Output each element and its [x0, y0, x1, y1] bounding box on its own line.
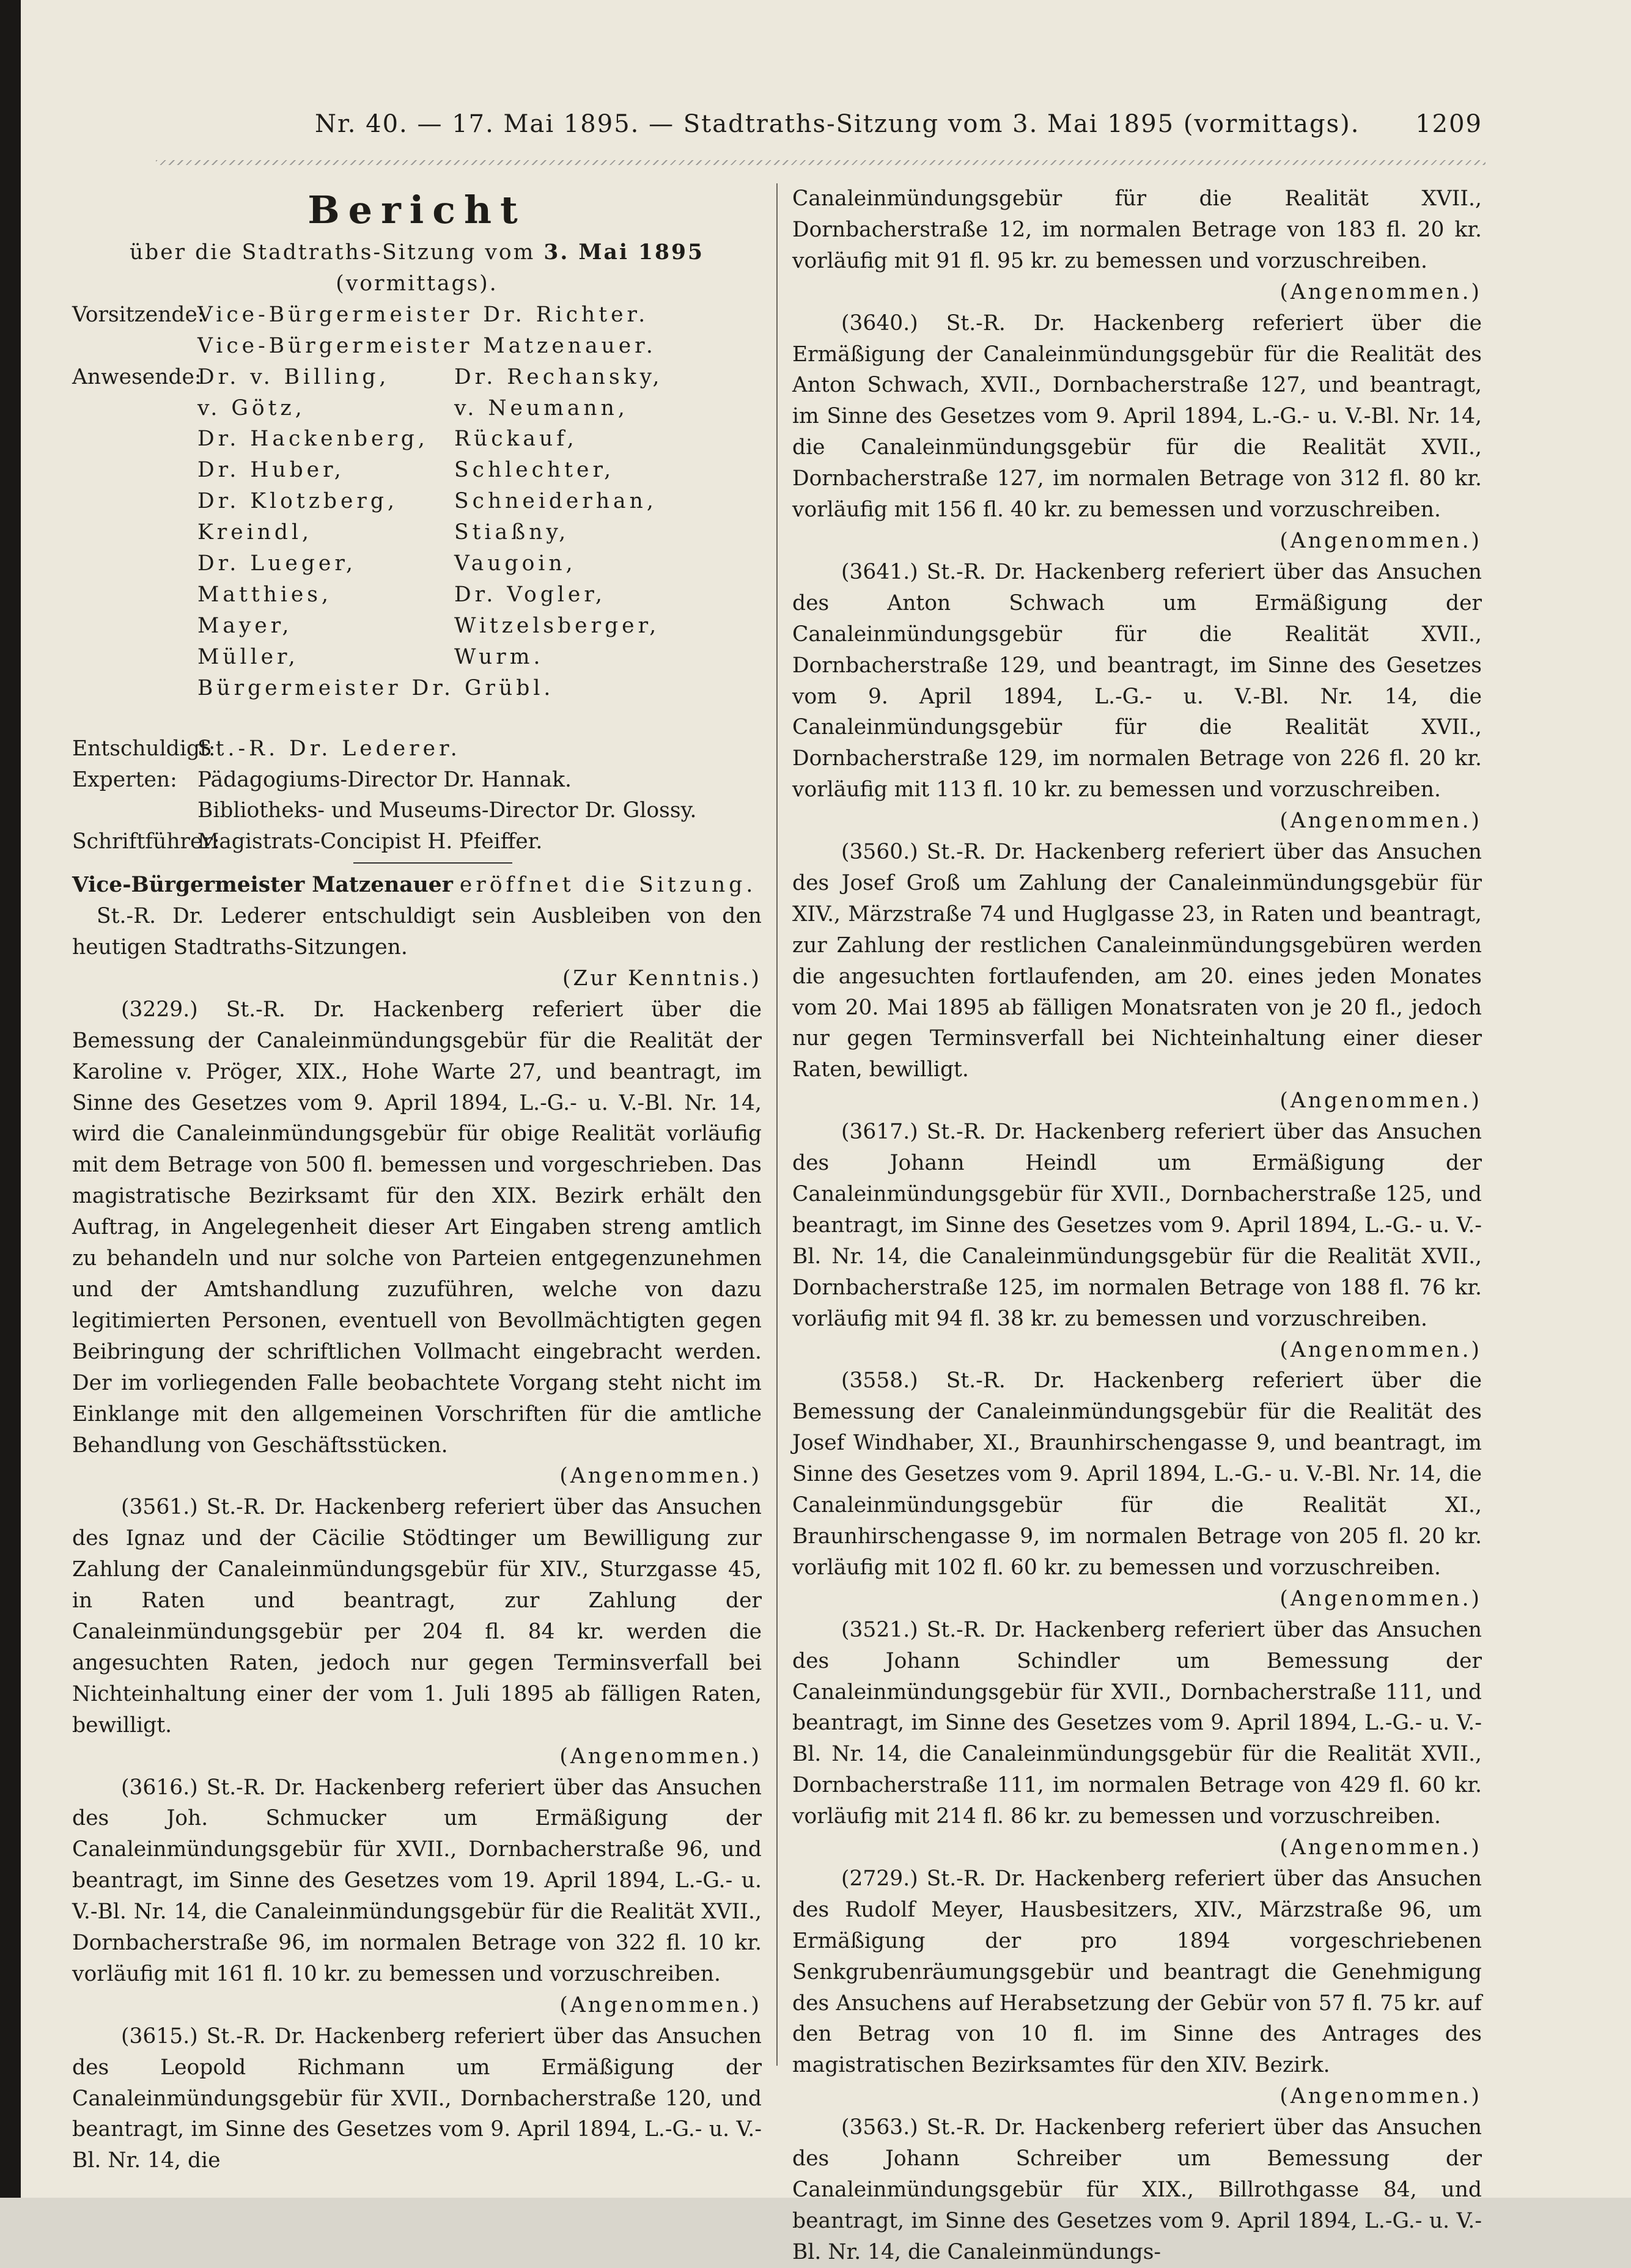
attendance-list — [72, 362, 762, 673]
present-left: Dr. Klotzberg, — [197, 489, 398, 514]
present-left: Müller, — [197, 644, 299, 669]
agenda-item: (3616.) St.-R. Dr. Hackenberg referiert über das Ansuchen des Joh. Schmucker um Ermäßigung der Canaleinmündungsgebür für XVII., Dornbacherstraße 96, und beantragt, im Sinne des Gesetzes vom 19. April 1894, L.-G.- u. V.-Bl. Nr. 14, die Canaleinmündungsgebür für die Realität XVII., Dornbacherstraße 96, im normalen Betrage von 322 fl. 10 kr. vorläufig mit 161 fl. 10 kr. zu bemessen und vorzuschreiben. — [72, 1775, 762, 1986]
experts-row-1 — [72, 765, 762, 796]
running-title: Nr. 40. — 17. Mai 1895. — Stadtraths-Sitzung vom 3. Mai 1895 (vormittags). — [315, 110, 1360, 138]
agenda-item: (3615.) St.-R. Dr. Hackenberg referiert über das Ansuchen des Leopold Richmann um Ermäßigung der Canaleinmündungsgebür für XVII., Dornbacherstraße 120, und beantragt, im Sinne des Gesetzes vom 9. April 1894, L.-G.- u. V.-Bl. Nr. 14, die — [72, 2024, 762, 2173]
agenda-verdict: (Angenommen.) — [1279, 279, 1482, 304]
opening-rest: eröffnet die Sitzung. — [459, 873, 757, 898]
agenda-item: (3561.) St.-R. Dr. Hackenberg referiert über das Ansuchen des Ignaz und der Cäcilie Stödtinger um Bewilligung zur Zahlung der Canaleinmündungsgebür für XIV., Sturzgasse 45, in Raten und beantragt, zur Zahlung der Canaleinmündungsgebür per 204 fl. 84 kr. werden die angesuchten Raten, jedoch nur gegen Terminsverfall bei Nichteinhaltung einer der vom 1. Juli 1895 ab fälligen Raten, bewilligt. — [72, 1495, 762, 1738]
agenda-item: (3563.) St.-R. Dr. Hackenberg referiert über das Ansuchen des Johann Schreiber um Bemessung der Canaleinmündungsgebür für XIX., Billrothgasse 84, und beantragt, im Sinne des Gesetzes vom 9. April 1894, L.-G.- u. V.-Bl. Nr. 14, die Canaleinmündungs- — [792, 2115, 1482, 2264]
page-number: 1209 — [1415, 110, 1482, 138]
agenda-verdict: (Angenommen.) — [1279, 1586, 1482, 1611]
agenda-verdict: (Angenommen.) — [559, 1992, 762, 2017]
present-left: v. Götz, — [197, 395, 306, 420]
excused: St.-R. Dr. Lederer. — [197, 736, 461, 761]
agenda-item: (3640.) St.-R. Dr. Hackenberg referiert über die Ermäßigung der Canaleinmündungsgebür für die Realität des Anton Schwach, XVII., Dornbacherstraße 127, und beantragt, im Sinne des Gesetzes vom 9. April 1894, L.-G.- u. V.-Bl. Nr. 14, die Canaleinmündungsgebür für die Realität XVII., Dornbacherstraße 127, im normalen Betrage von 312 fl. 80 kr. vorläufig mit 156 fl. 40 kr. zu bemessen und vorzuschreiben. — [792, 310, 1482, 523]
present-right: Schneiderhan, — [454, 489, 657, 514]
chairs-label: Vorsitzende: — [72, 302, 205, 327]
agenda-verdict: (Angenommen.) — [1279, 528, 1482, 553]
agenda-verdict: (Angenommen.) — [1279, 1088, 1482, 1114]
present-right: Dr. Rechansky, — [454, 364, 663, 389]
mayor-row — [72, 673, 762, 704]
chair-2: Vice-Bürgermeister Matzenauer. — [197, 333, 657, 358]
present-label: Anwesende: — [72, 364, 202, 389]
agenda-item: (2729.) St.-R. Dr. Hackenberg referiert über das Ansuchen des Rudolf Meyer, Hausbesitzers, XIV., Märzstraße 96, um Ermäßigung der pro 1894 vorgeschriebenen Senkgrubenräumungsgebür und beantragt die Genehmigung des Ansuchens auf Herabsetzung der Gebür von 57 fl. 75 kr. auf den Betrag von 10 fl. im Sinne des Antrages des magistratischen Bezirksamtes für den XIV. Bezirk. — [792, 1866, 1482, 2078]
right-column — [792, 183, 1482, 2268]
present-right: Witzelsberger, — [454, 613, 660, 638]
chair-1: Vice-Bürgermeister Dr. Richter. — [197, 302, 649, 327]
agenda-item: (3521.) St.-R. Dr. Hackenberg referiert über das Ansuchen des Johann Schindler um Bemessung der Canaleinmündungsgebür für XVII., Dornbacherstraße 111, und beantragt, im Sinne des Gesetzes vom 9. April 1894, L.-G.- u. V.-Bl. Nr. 14, die Canaleinmündungsgebür für die Realität XVII., Dornbacherstraße 111, im normalen Betrage von 429 fl. 60 kr. vorläufig mit 214 fl. 86 kr. zu bemessen und vorzuschreiben. — [792, 1617, 1482, 1829]
running-header — [156, 110, 1482, 147]
excuse-verdict: (Zur Kenntnis.) — [562, 966, 762, 991]
excused-label: Entschuldigt: — [72, 736, 216, 761]
present-right: Vaugoin, — [454, 551, 576, 576]
present-left: Kreindl, — [197, 520, 313, 545]
excused-row — [72, 733, 762, 765]
secretary-label: Schriftführer: — [72, 829, 220, 854]
present-right: Wurm. — [454, 644, 544, 669]
secretary: Magistrats-Concipist H. Pfeiffer. — [197, 829, 543, 854]
left-column — [72, 183, 762, 2176]
present-left: Mayer, — [197, 613, 293, 638]
header-divider — [156, 160, 1486, 165]
present-left: Dr. Lueger, — [197, 551, 357, 576]
subtitle-time: (vormittags). — [336, 271, 498, 296]
opening-line — [72, 870, 762, 901]
agenda-verdict: (Angenommen.) — [1279, 1835, 1482, 1860]
present-right: Stiaßny, — [454, 520, 570, 545]
present-left: Dr. v. Billing, — [197, 364, 390, 389]
agenda-item: Canaleinmündungsgebür für die Realität XVII., Dornbacherstraße 12, im normalen Betrage von 183 fl. 20 kr. vorläufig mit 91 fl. 95 kr. zu bemessen und vorzuschreiben. — [792, 186, 1482, 273]
secretary-row — [72, 826, 762, 857]
opening-name: Vice-Bürgermeister Matzenauer — [72, 873, 453, 898]
subtitle-prefix: über die Stadtraths-Sitzung vom — [129, 240, 536, 265]
column-divider — [776, 183, 778, 2066]
agenda-item: (3558.) St.-R. Dr. Hackenberg referiert über die Bemessung der Canaleinmündungsgebür für die Realität des Josef Windhaber, XI., Braunhirschengasse 9, und beantragt, im Sinne des Gesetzes vom 9. April 1894, L.-G.- u. V.-Bl. Nr. 14, die Canaleinmündungsgebür für die Realität XI., Braunhirschengasse 9, im normalen Betrage von 205 fl. 20 kr. vorläufig mit 102 fl. 60 kr. zu bemessen und vorzuschreiben. — [792, 1368, 1482, 1580]
present-left: Dr. Huber, — [197, 458, 345, 483]
section-rule — [353, 862, 512, 864]
chairs-row-2 — [72, 331, 762, 362]
expert-2: Bibliotheks- und Museums-Director Dr. Glossy. — [197, 798, 697, 823]
agenda-verdict: (Angenommen.) — [1279, 809, 1482, 834]
present-right: v. Neumann, — [454, 395, 628, 420]
report-title: Bericht — [307, 188, 526, 232]
present-right: Dr. Vogler, — [454, 582, 606, 607]
agenda-item: (3617.) St.-R. Dr. Hackenberg referiert über das Ansuchen des Johann Heindl um Ermäßigung der Canaleinmündungsgebür für XVII., Dornbacherstraße 125, und beantragt, im Sinne des Gesetzes vom 9. April 1894, L.-G.- u. V.-Bl. Nr. 14, die Canaleinmündungsgebür für die Realität XVII., Dornbacherstraße 125, im normalen Betrage von 188 fl. 76 kr. vorläufig mit 94 fl. 38 kr. zu bemessen und vorzuschreiben. — [792, 1120, 1482, 1331]
subtitle-date: 3. Mai 1895 — [543, 240, 705, 265]
present-right: Rückauf, — [454, 427, 578, 452]
agenda-verdict: (Angenommen.) — [1279, 1337, 1482, 1362]
agenda-item: (3641.) St.-R. Dr. Hackenberg referiert über das Ansuchen des Anton Schwach um Ermäßigung der Canaleinmündungsgebür für die Realität XVII., Dornbacherstraße 129, und beantragt, im Sinne des Gesetzes vom 9. April 1894, L.-G.- u. V.-Bl. Nr. 14, die Canaleinmündungsgebür für die Realität XVII., Dornbacherstraße 129, im normalen Betrage von 226 fl. 20 kr. vorläufig mit 113 fl. 10 kr. zu bemessen und vorzuschreiben. — [792, 559, 1482, 802]
agenda-item: (3560.) St.-R. Dr. Hackenberg referiert über das Ansuchen des Josef Groß um Zahlung der Canaleinmündungsgebür für XIV., Märzstraße 74 und Huglgasse 23, in Raten und beantragt, zur Zahlung der restlichen Canaleinmündungsgebüren werden die angesuchten fortlaufenden, am 20. eines jeden Monates vom 20. Mai 1895 ab fälligen Monatsraten von je 20 fl., jedoch nur gegen Terminsverfall bei Nichteinhaltung einer dieser Raten, bewilligt. — [792, 840, 1482, 1082]
report-subtitle — [72, 237, 762, 268]
agenda-verdict: (Angenommen.) — [559, 1744, 762, 1769]
present-right: Schlechter, — [454, 458, 615, 483]
agenda-verdict: (Angenommen.) — [559, 1464, 762, 1489]
present-left: Dr. Hackenberg, — [197, 427, 429, 452]
present-left: Matthies, — [197, 582, 332, 607]
experts-row-2 — [72, 795, 762, 826]
chairs-row-1 — [72, 299, 762, 331]
agenda-verdict: (Angenommen.) — [1279, 2084, 1482, 2109]
agenda-item: (3229.) St.-R. Dr. Hackenberg referiert über die Bemessung der Canaleinmündungsgebür für die Realität der Karoline v. Pröger, XIX., Hohe Warte 27, und beantragt, im Sinne des Gesetzes vom 9. April 1894, L.-G.- u. V.-Bl. Nr. 14, wird die Canaleinmündungsgebür für obige Realität vorläufig mit dem Betrage von 500 fl. bemessen und vorgeschrieben. Das magistratische Bezirksamt für den XIX. Bezirk erhält den Auftrag, in Angelegenheit dieser Art Eingaben streng amtlich zu behandeln und nur solche von Parteien entgegenzunehmen und der Amtshandlung zuzuführen, welche von dazu legitimierten Personen, eventuell von Bevollmächtigten gegen Beibringung der schriftlichen Vollmacht eingebracht werden. Der im vorliegenden Falle beobachtete Vorgang steht nicht im Einklange mit den allgemeinen Vorschriften für die amtliche Behandlung von Geschäftsstücken. — [72, 997, 762, 1458]
excuse-note: St.-R. Dr. Lederer entschuldigt sein Ausbleiben von den heutigen Stadtraths-Sitzungen. — [72, 904, 762, 960]
experts-label: Experten: — [72, 767, 177, 792]
mayor: Bürgermeister Dr. Grübl. — [197, 675, 554, 700]
expert-1: Pädagogiums-Director Dr. Hannak. — [197, 767, 572, 792]
